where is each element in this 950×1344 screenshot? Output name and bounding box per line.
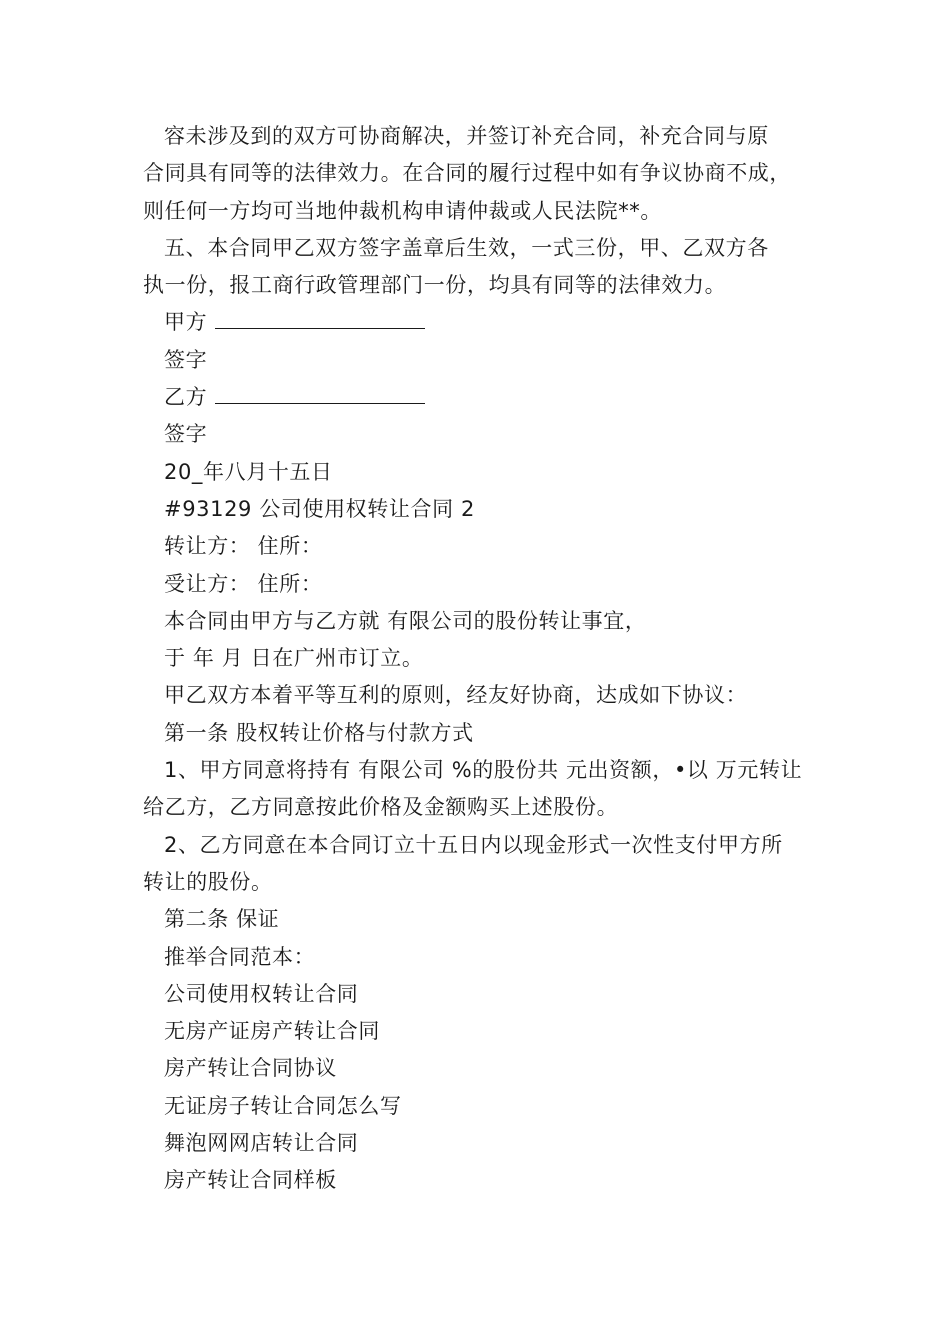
- paragraph-line: 执一份，报工商行政管理部门一份，均具有同等的法律效力。: [143, 273, 727, 298]
- paragraph-line: 转让的股份。: [143, 869, 273, 894]
- transferee-line: 受让方： 住所：: [164, 571, 323, 596]
- article-heading: 第二条 保证: [164, 907, 280, 932]
- signature-blank: [215, 379, 425, 404]
- recommended-item: 无证房子转让合同怎么写: [164, 1093, 402, 1118]
- paragraph-line: 五、本合同甲乙双方签字盖章后生效，一式三份，甲、乙双方各: [164, 235, 769, 260]
- paragraph-line: 合同具有同等的法律效力。在合同的履行过程中如有争议协商不成，: [143, 161, 791, 186]
- paragraph-line: 则任何一方均可当地仲裁机构申请仲裁或人民法院**。: [143, 198, 662, 223]
- paragraph-line: 甲乙双方本着平等互利的原则，经友好协商，达成如下协议：: [164, 683, 748, 708]
- recommended-item: 公司使用权转让合同: [164, 981, 359, 1006]
- paragraph-line: 1、甲方同意将持有 有限公司 %的股份共 元出资额，•以 万元转让: [164, 758, 803, 783]
- contract-title: #93129 公司使用权转让合同 2: [164, 496, 475, 521]
- signature-label: 签字: [164, 422, 208, 447]
- article-heading: 第一条 股权转让价格与付款方式: [164, 720, 474, 745]
- signature-label: 签字: [164, 347, 208, 372]
- signature-blank: [215, 304, 425, 329]
- date-line: 20_年八月十五日: [164, 459, 333, 484]
- paragraph-line: 给乙方，乙方同意按此价格及金额购买上述股份。: [143, 795, 619, 820]
- party-a-signature-line: 甲方: [143, 304, 823, 341]
- party-b-signature-line: 乙方: [143, 379, 823, 416]
- recommended-item: 房产转让合同协议: [164, 1056, 337, 1081]
- paragraph-line: 2、乙方同意在本合同订立十五日内以现金形式一次性支付甲方所: [164, 832, 783, 857]
- paragraph-line: 本合同由甲方与乙方就 有限公司的股份转让事宜，: [164, 608, 647, 633]
- paragraph-line: 于 年 月 日在广州市订立。: [164, 646, 424, 671]
- recommended-heading: 推举合同范本：: [164, 944, 316, 969]
- document-body: [143, 118, 823, 1200]
- transferor-line: 转让方： 住所：: [164, 534, 323, 559]
- recommended-item: 无房产证房产转让合同: [164, 1019, 380, 1044]
- recommended-item: 舞泡网网店转让合同: [164, 1131, 359, 1156]
- paragraph-line: 容未涉及到的双方可协商解决，并签订补充合同，补充合同与原: [164, 124, 769, 148]
- recommended-item: 房产转让合同样板: [164, 1168, 337, 1193]
